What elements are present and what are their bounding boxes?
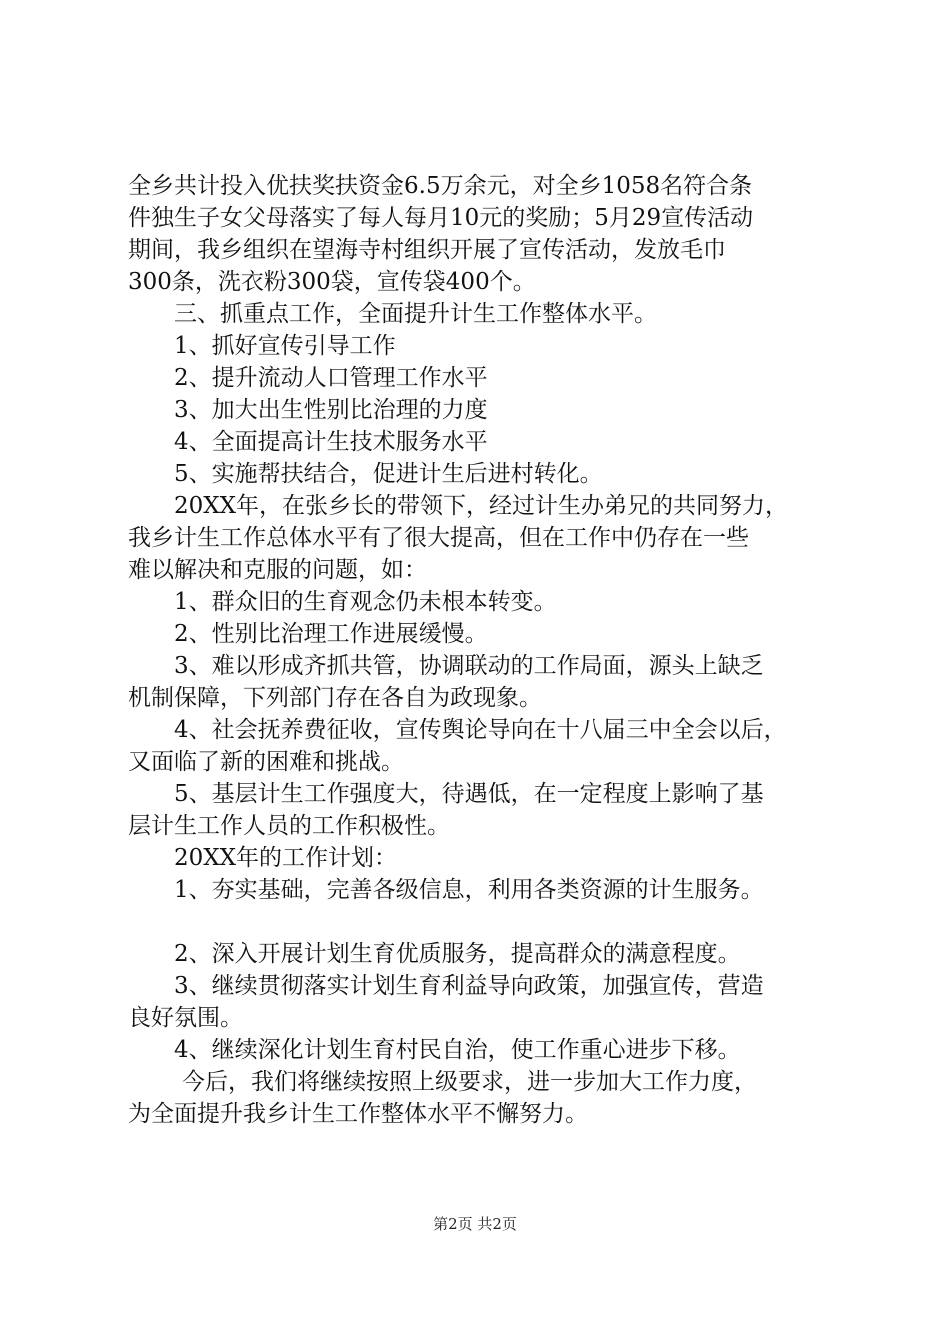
document-body <box>128 170 844 1130</box>
list-item: 2、深入开展计划生育优质服务，提高群众的满意程度。 <box>174 941 741 967</box>
blank-line <box>128 906 844 938</box>
text-line: 难以解决和克服的问题，如： <box>128 557 427 583</box>
paragraph-start: 20XX年，在张乡长的带领下，经过计生办弟兄的共同努力， <box>174 493 789 519</box>
text-line: 机制保障，下列部门存在各自为政现象。 <box>128 685 542 711</box>
list-item: 2、提升流动人口管理工作水平 <box>174 365 488 391</box>
list-item: 5、实施帮扶结合，促进计生后进村转化。 <box>174 461 603 487</box>
text-line: 300条，洗衣粉300袋，宣传袋400个。 <box>128 269 536 295</box>
list-item: 4、社会抚养费征收，宣传舆论导向在十八届三中全会以后， <box>174 717 787 743</box>
list-item: 1、抓好宣传引导工作 <box>174 333 396 359</box>
list-item: 1、夯实基础，完善各级信息，利用各类资源的计生服务。 <box>174 877 764 903</box>
text-line: 良好氛围。 <box>128 1005 243 1031</box>
page-footer: 第2页 共2页 <box>433 1215 517 1233</box>
list-item: 3、难以形成齐抓共管，协调联动的工作局面，源头上缺乏 <box>174 653 764 679</box>
list-item: 5、基层计生工作强度大，待遇低，在一定程度上影响了基 <box>174 781 764 807</box>
text-line: 为全面提升我乡计生工作整体水平不懈努力。 <box>128 1101 588 1127</box>
text-line: 期间，我乡组织在望海寺村组织开展了宣传活动，发放毛巾 <box>128 237 726 263</box>
paragraph-start: 今后，我们将继续按照上级要求，进一步加大工作力度， <box>182 1069 757 1095</box>
list-item: 4、全面提高计生技术服务水平 <box>174 429 488 455</box>
list-item: 3、继续贯彻落实计划生育利益导向政策，加强宣传，营造 <box>174 973 764 999</box>
list-item: 3、加大出生性别比治理的力度 <box>174 397 488 423</box>
list-item: 2、性别比治理工作进展缓慢。 <box>174 621 488 647</box>
text-line: 件独生子女父母落实了每人每月10元的奖励；5月29宣传活动 <box>128 205 754 231</box>
section-heading: 20XX年的工作计划： <box>174 845 398 871</box>
text-line: 我乡计生工作总体水平有了很大提高，但在工作中仍存在一些 <box>128 525 749 551</box>
text-line: 又面临了新的困难和挑战。 <box>128 749 404 775</box>
list-item: 1、群众旧的生育观念仍未根本转变。 <box>174 589 557 615</box>
text-line: 层计生工作人员的工作积极性。 <box>128 813 450 839</box>
text-line: 全乡共计投入优扶奖扶资金6.5万余元，对全乡1058名符合条 <box>128 173 753 199</box>
section-heading: 三、抓重点工作，全面提升计生工作整体水平。 <box>174 301 657 327</box>
list-item: 4、继续深化计划生育村民自治，使工作重心进步下移。 <box>174 1037 741 1063</box>
